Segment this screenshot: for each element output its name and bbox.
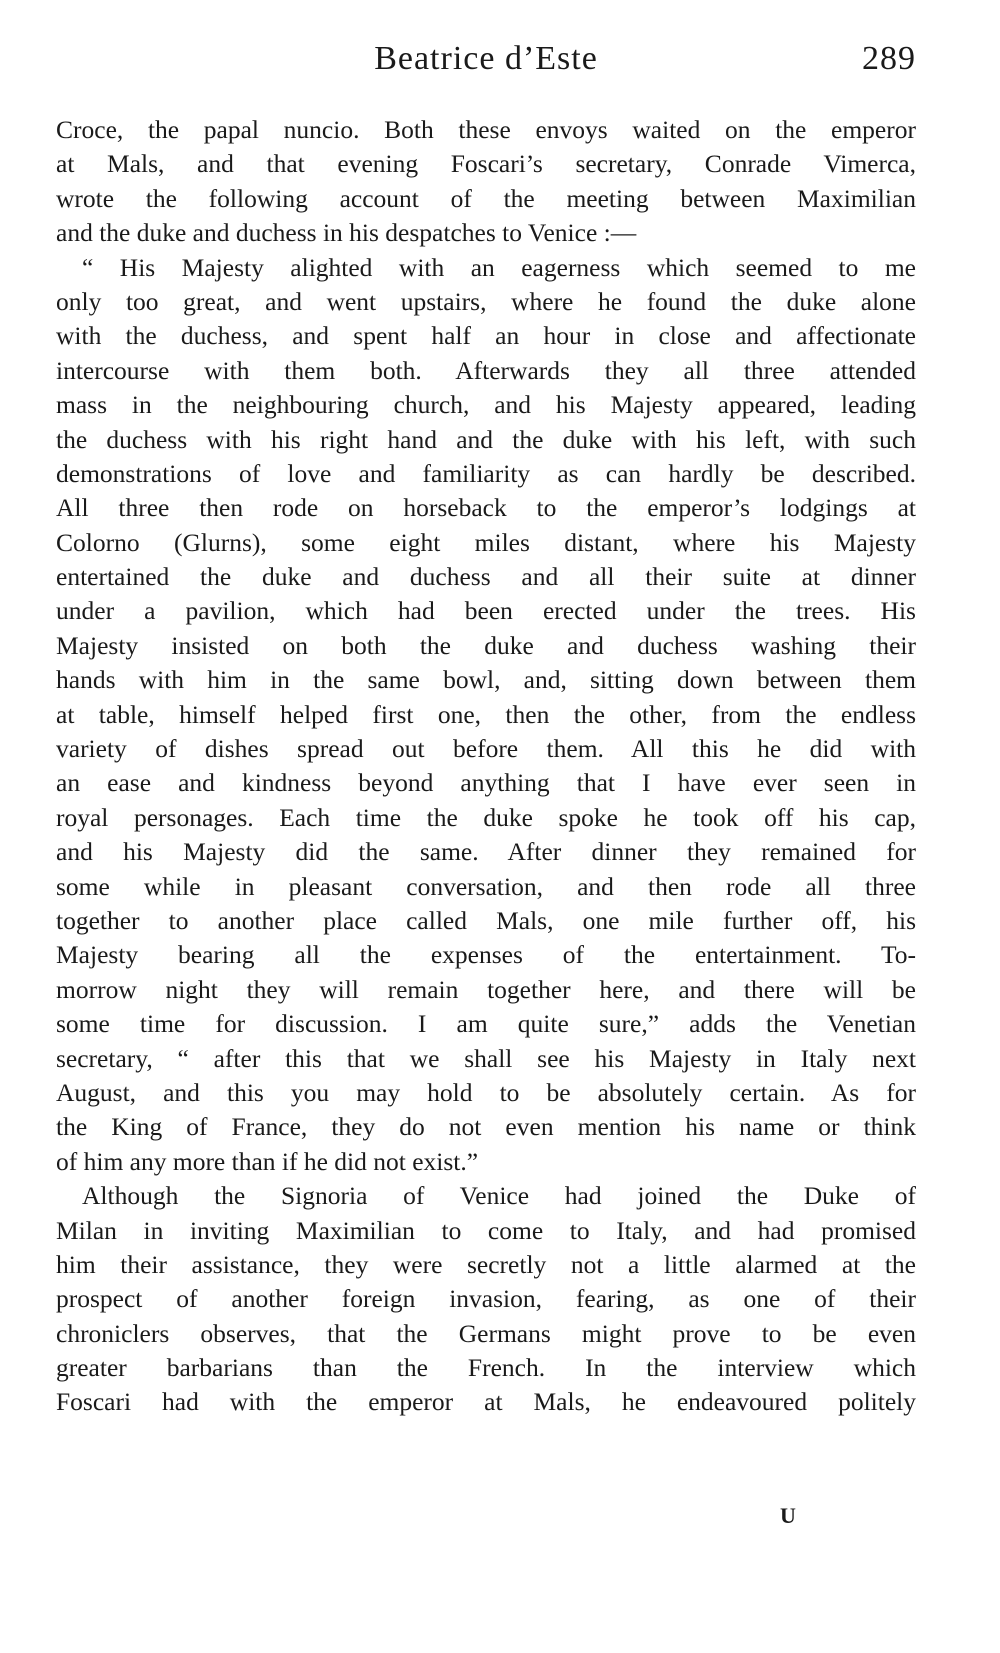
text-line: greater barbarians than the French. In the interview which	[56, 1353, 916, 1383]
text-line: demonstrations of love and familiarity as can hardly be described.	[56, 458, 916, 488]
text-line: some time for discussion. I am quite sure,” adds the Venetian	[56, 1009, 916, 1039]
text-line: an ease and kindness beyond anything that I have ever seen in	[56, 768, 916, 798]
text-line: at Mals, and that evening Foscari’s secretary, Conrade Vimerca,	[56, 149, 916, 179]
text-line: with the duchess, and spent half an hour in close and affectionate	[56, 321, 916, 351]
text-line: Milan in inviting Maximilian to come to Italy, and had promised	[56, 1215, 916, 1245]
text-line: morrow night they will remain together here, and there will be	[56, 974, 916, 1004]
text-line: intercourse with them both. Afterwards they all three attended	[56, 355, 916, 385]
text-line: chroniclers observes, that the Germans might prove to be even	[56, 1318, 916, 1348]
signature-mark: U	[780, 1503, 797, 1528]
text-line: Majesty bearing all the expenses of the entertainment. To-	[56, 940, 916, 970]
text-line: under a pavilion, which had been erected under the trees. His	[56, 596, 916, 626]
running-head	[56, 40, 916, 84]
page-number: 289	[862, 40, 916, 77]
text-line: prospect of another foreign invasion, fearing, as one of their	[56, 1284, 916, 1314]
text-line: variety of dishes spread out before them. All this he did with	[56, 734, 916, 764]
text-line: mass in the neighbouring church, and his Majesty appeared, leading	[56, 390, 916, 420]
text-line: secretary, “ after this that we shall see his Majesty in Italy next	[56, 1043, 916, 1073]
text-line: some while in pleasant conversation, and then rode all three	[56, 871, 916, 901]
text-line: only too great, and went upstairs, where he found the duke alone	[56, 286, 916, 316]
text-line: and his Majesty did the same. After dinner they remained for	[56, 837, 916, 867]
text-line: together to another place called Mals, one mile further off, his	[56, 905, 916, 935]
body-text	[56, 113, 916, 1420]
running-title: Beatrice d’Este	[374, 40, 598, 77]
text-line: entertained the duke and duchess and all their suite at dinner	[56, 562, 916, 592]
text-line: at table, himself helped first one, then the other, from the endless	[56, 699, 916, 729]
text-line: August, and this you may hold to be absolutely certain. As for	[56, 1077, 916, 1107]
text-line: Foscari had with the emperor at Mals, he endeavoured politely	[56, 1387, 916, 1417]
text-line: wrote the following account of the meeting between Maximilian	[56, 183, 916, 213]
text-line: him their assistance, they were secretly not a little alarmed at the	[56, 1249, 916, 1279]
text-line: Although the Signoria of Venice had joined the Duke of	[82, 1181, 916, 1211]
text-line: All three then rode on horseback to the emperor’s lodgings at	[56, 493, 916, 523]
text-line: royal personages. Each time the duke spoke he took off his cap,	[56, 802, 916, 832]
text-line: hands with him in the same bowl, and, sitting down between them	[56, 665, 916, 695]
text-line: of him any more than if he did not exist.”	[56, 1146, 479, 1176]
text-line: “ His Majesty alighted with an eagerness which seemed to me	[82, 252, 916, 282]
text-line: and the duke and duchess in his despatches to Venice :—	[56, 218, 637, 248]
text-line: Croce, the papal nuncio. Both these envoys waited on the emperor	[56, 115, 916, 144]
text-line: Colorno (Glurns), some eight miles distant, where his Majesty	[56, 527, 916, 557]
text-line: Majesty insisted on both the duke and duchess washing their	[56, 630, 916, 660]
text-line: the duchess with his right hand and the duke with his left, with such	[56, 424, 916, 454]
text-line: the King of France, they do not even mention his name or think	[56, 1112, 916, 1142]
